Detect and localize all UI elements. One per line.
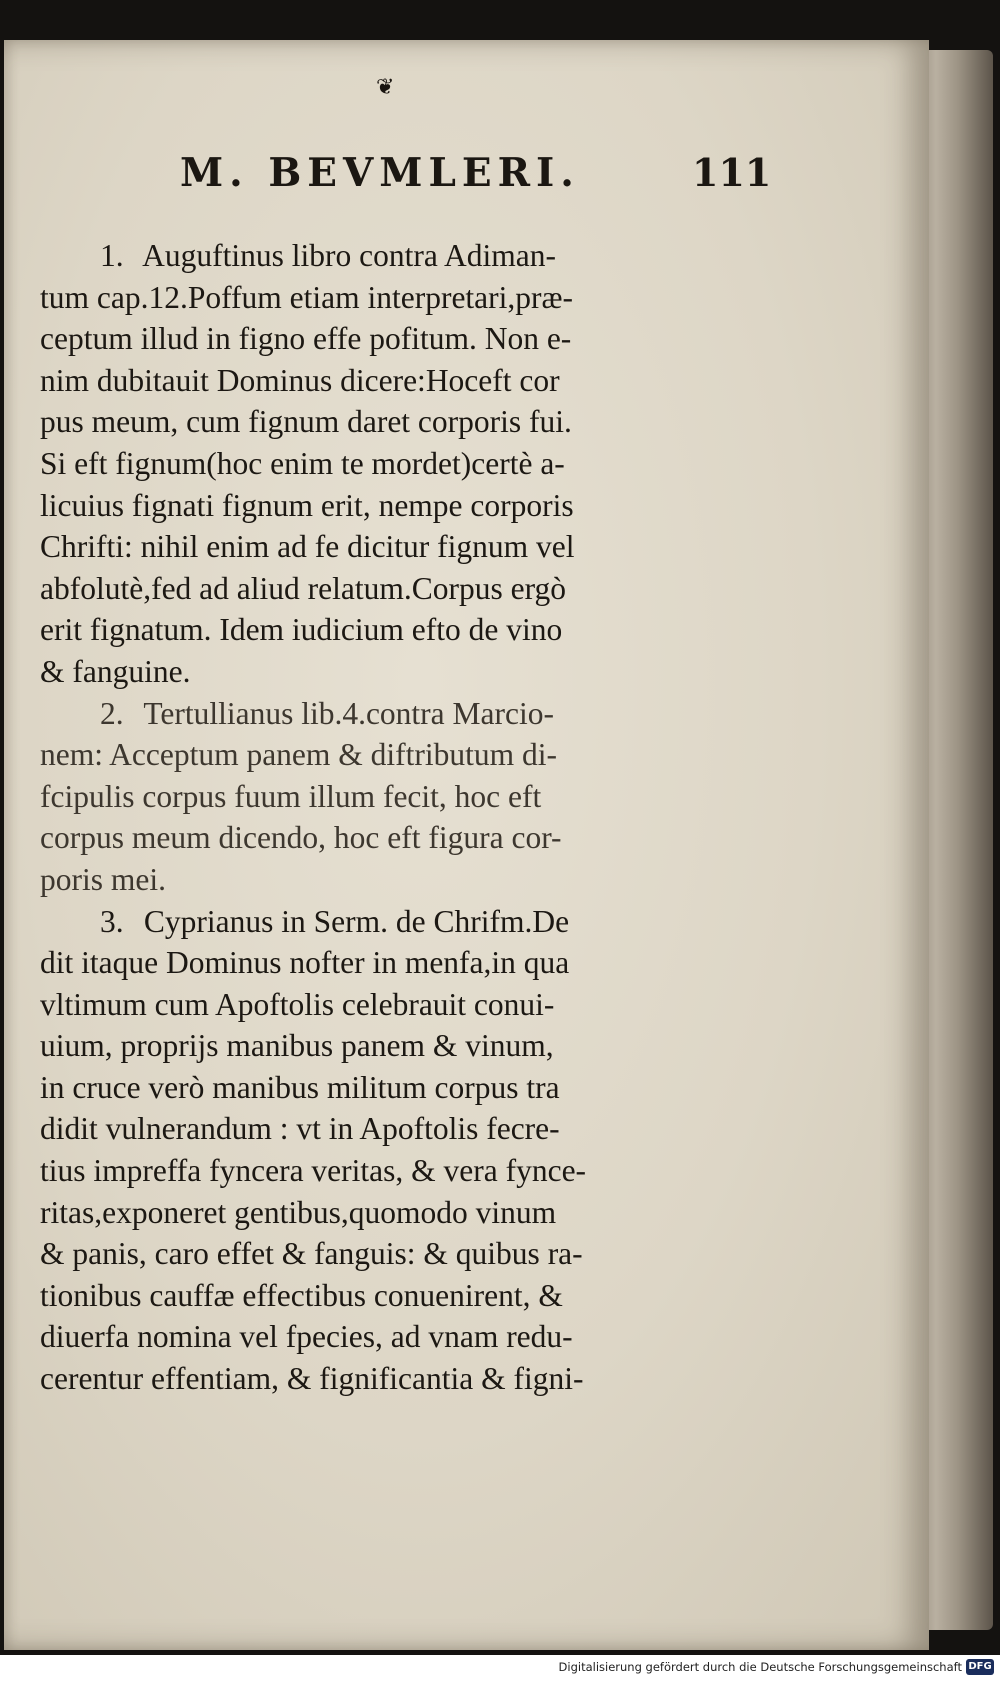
text-line: & panis, caro effet & fanguis: & quibus ra- bbox=[40, 1236, 583, 1272]
text-line: cerentur effentiam, & fignificantia & figni- bbox=[40, 1361, 584, 1397]
text-line: tum cap.12.Poffum etiam interpretari,præ- bbox=[40, 279, 574, 315]
text-line: & fanguine. bbox=[40, 653, 191, 689]
line-text: Cyprianus in Serm. de Chrifm.De bbox=[143, 903, 570, 939]
text-line: didit vulnerandum : vt in Apoftolis fecre- bbox=[40, 1111, 560, 1147]
text-line: vltimum cum Apoftolis celebrauit conui- bbox=[40, 986, 555, 1022]
text-line: poris mei. bbox=[40, 861, 166, 897]
page-number: 111 bbox=[692, 150, 772, 195]
running-head: M. BEVMLERI. bbox=[180, 150, 580, 196]
text-line: ritas,exponeret gentibus,quomodo vinum bbox=[40, 1194, 557, 1230]
text-line: abfolutè,fed ad aliud relatum.Corpus ergò bbox=[40, 570, 567, 606]
text-line: tius impreffa fyncera veritas, & vera fynce- bbox=[40, 1153, 587, 1189]
text-line: uium, proprijs manibus panem & vinum, bbox=[40, 1028, 554, 1064]
dfg-logo: DFG bbox=[966, 1659, 994, 1675]
text-line: dit itaque Dominus nofter in menfa,in qua bbox=[40, 945, 570, 981]
text-line bbox=[40, 693, 708, 735]
text-line: nim dubitauit Dominus dicere:Hoceft cor bbox=[40, 362, 560, 398]
line-text: Tertullianus lib.4.contra Marcio- bbox=[143, 695, 554, 731]
text-line: fcipulis corpus fuum illum fecit, hoc eft bbox=[40, 778, 542, 814]
body-text bbox=[40, 235, 708, 1400]
paragraph-number: 3. bbox=[100, 903, 124, 939]
text-line: licuius fignati fignum erit, nempe corporis bbox=[40, 487, 574, 523]
paragraph-number: 1. bbox=[100, 238, 124, 273]
text-line: Si eft fignum(hoc enim te mordet)certè a- bbox=[40, 445, 565, 481]
line-text: Auguftinus libro contra Adiman- bbox=[142, 238, 556, 273]
paragraph-3 bbox=[40, 901, 708, 1400]
text-line: in cruce verò manibus militum corpus tra bbox=[40, 1069, 560, 1105]
text-line bbox=[40, 235, 708, 277]
paragraph-2 bbox=[40, 693, 708, 901]
book-page bbox=[4, 40, 929, 1650]
text-line: ceptum illud in figno effe pofitum. Non e- bbox=[40, 321, 572, 357]
text-line: diuerfa nomina vel fpecies, ad vnam redu- bbox=[40, 1319, 573, 1355]
paragraph-1 bbox=[40, 235, 708, 693]
funding-credit: Digitalisierung gefördert durch die Deutsche Forschungsgemeinschaft bbox=[558, 1660, 962, 1674]
footer-bar bbox=[0, 1655, 1000, 1681]
text-line: erit fignatum. Idem iudicium efto de vino bbox=[40, 612, 563, 648]
text-line bbox=[40, 901, 708, 943]
text-line: nem: Acceptum panem & diftributum di- bbox=[40, 737, 558, 773]
fleuron-ornament: ❦ bbox=[376, 75, 395, 100]
paragraph-number: 2. bbox=[100, 695, 124, 731]
text-line: tionibus cauffæ effectibus conuenirent, & bbox=[40, 1277, 563, 1313]
text-line: corpus meum dicendo, hoc eft figura cor- bbox=[40, 820, 562, 856]
text-line: Chrifti: nihil enim ad fe dicitur fignum vel bbox=[40, 529, 575, 565]
text-line: pus meum, cum fignum daret corporis fui. bbox=[40, 404, 572, 440]
